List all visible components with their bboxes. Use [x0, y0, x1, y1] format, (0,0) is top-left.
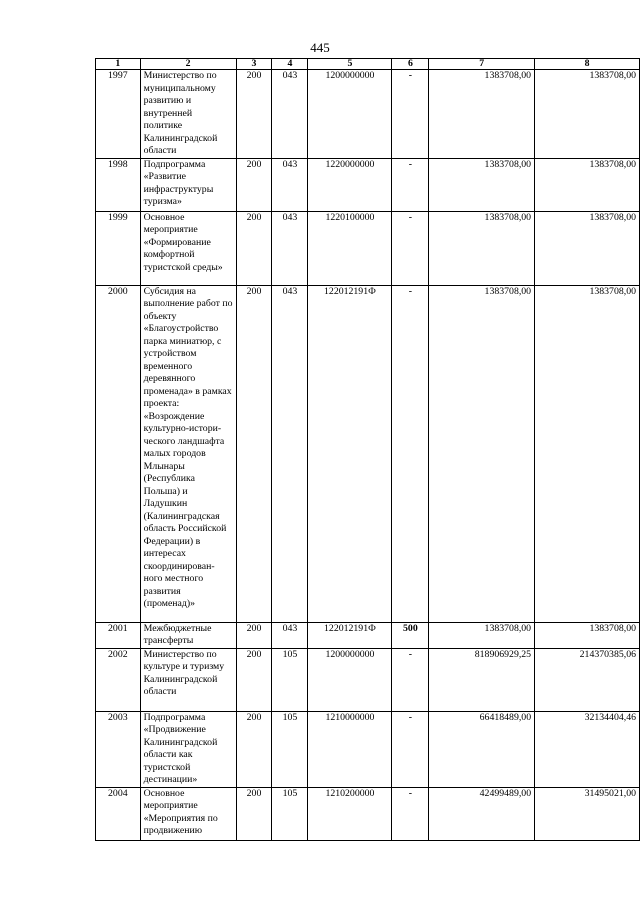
column-number-1: 1: [96, 59, 141, 70]
cell-target-article: 122012191Ф: [308, 285, 392, 622]
cell-code-3: 200: [236, 211, 272, 285]
column-number-3: 3: [236, 59, 272, 70]
cell-amount-8: 1383708,00: [535, 70, 640, 159]
row-number: 1999: [96, 211, 141, 285]
cell-code-4: 043: [272, 622, 308, 648]
row-description: Субсидия на выполнение работ по объекту «Благоустройство парка миниатюр, с устройством временного деревянного променада» в рамках проекта: «Возрождение культурно-истори-ческого ландшафта малых городов Млынары (Республика Польша) и Ладушкин (Калининградская область Российской Федерации) в интересах скоординирован-ного местного развития (променад)»: [140, 285, 236, 622]
cell-target-article: 1220100000: [308, 211, 392, 285]
cell-code-4: 105: [272, 711, 308, 787]
column-number-8: 8: [535, 59, 640, 70]
cell-amount-8: 1383708,00: [535, 158, 640, 211]
cell-expense-type: -: [392, 285, 429, 622]
cell-expense-type: -: [392, 648, 429, 711]
cell-amount-7: 818906929,25: [429, 648, 535, 711]
cell-amount-7: 1383708,00: [429, 70, 535, 159]
row-description: Основное мероприятие «Формирование комфортной туристской среды»: [140, 211, 236, 285]
cell-amount-7: 1383708,00: [429, 158, 535, 211]
column-number-7: 7: [429, 59, 535, 70]
cell-amount-8: 32134404,46: [535, 711, 640, 787]
cell-code-4: 105: [272, 648, 308, 711]
cell-code-3: 200: [236, 622, 272, 648]
cell-code-4: 043: [272, 158, 308, 211]
row-description: Подпрограмма «Продвижение Калининградской области как туристской дестинации»: [140, 711, 236, 787]
row-number: 2000: [96, 285, 141, 622]
row-number: 1997: [96, 70, 141, 159]
cell-code-4: 043: [272, 285, 308, 622]
cell-amount-8: 214370385,06: [535, 648, 640, 711]
row-description: Межбюджетные трансферты: [140, 622, 236, 648]
row-number: 2004: [96, 787, 141, 840]
row-number: 2003: [96, 711, 141, 787]
cell-expense-type: -: [392, 211, 429, 285]
row-number: 2001: [96, 622, 141, 648]
table-row: [96, 622, 640, 648]
row-description: Подпрограмма «Развитие инфраструктуры туризма»: [140, 158, 236, 211]
cell-amount-8: 1383708,00: [535, 285, 640, 622]
cell-amount-7: 42499489,00: [429, 787, 535, 840]
cell-code-3: 200: [236, 648, 272, 711]
table-row: [96, 711, 640, 787]
cell-code-3: 200: [236, 285, 272, 622]
cell-code-3: 200: [236, 787, 272, 840]
column-number-6: 6: [392, 59, 429, 70]
cell-amount-8: 1383708,00: [535, 211, 640, 285]
cell-amount-8: 31495021,00: [535, 787, 640, 840]
row-number: 1998: [96, 158, 141, 211]
cell-target-article: 1210000000: [308, 711, 392, 787]
cell-expense-type: -: [392, 70, 429, 159]
row-description: Министерство по культуре и туризму Калининградской области: [140, 648, 236, 711]
table-row: [96, 211, 640, 285]
cell-code-4: 043: [272, 70, 308, 159]
cell-code-3: 200: [236, 158, 272, 211]
table-row: [96, 285, 640, 622]
budget-table: [95, 58, 640, 841]
row-number: 2002: [96, 648, 141, 711]
cell-amount-7: 1383708,00: [429, 285, 535, 622]
table-row: [96, 158, 640, 211]
table-header-row: [96, 59, 640, 70]
cell-target-article: 1210200000: [308, 787, 392, 840]
row-description: Министерство по муниципальному развитию и внутренней политике Калининградской области: [140, 70, 236, 159]
cell-expense-type: -: [392, 158, 429, 211]
table-row: [96, 787, 640, 840]
page-number: 445: [310, 40, 330, 55]
cell-expense-type: 500: [392, 622, 429, 648]
table-row: [96, 648, 640, 711]
table-row: [96, 70, 640, 159]
column-number-2: 2: [140, 59, 236, 70]
column-number-5: 5: [308, 59, 392, 70]
row-description: Основное мероприятие «Мероприятия по продвижению: [140, 787, 236, 840]
cell-code-4: 043: [272, 211, 308, 285]
cell-amount-7: 1383708,00: [429, 622, 535, 648]
cell-code-3: 200: [236, 711, 272, 787]
cell-amount-8: 1383708,00: [535, 622, 640, 648]
cell-target-article: 1200000000: [308, 648, 392, 711]
cell-target-article: 122012191Ф: [308, 622, 392, 648]
column-number-4: 4: [272, 59, 308, 70]
cell-amount-7: 66418489,00: [429, 711, 535, 787]
cell-target-article: 1220000000: [308, 158, 392, 211]
cell-code-3: 200: [236, 70, 272, 159]
cell-expense-type: -: [392, 711, 429, 787]
cell-target-article: 1200000000: [308, 70, 392, 159]
cell-expense-type: -: [392, 787, 429, 840]
cell-code-4: 105: [272, 787, 308, 840]
cell-amount-7: 1383708,00: [429, 211, 535, 285]
